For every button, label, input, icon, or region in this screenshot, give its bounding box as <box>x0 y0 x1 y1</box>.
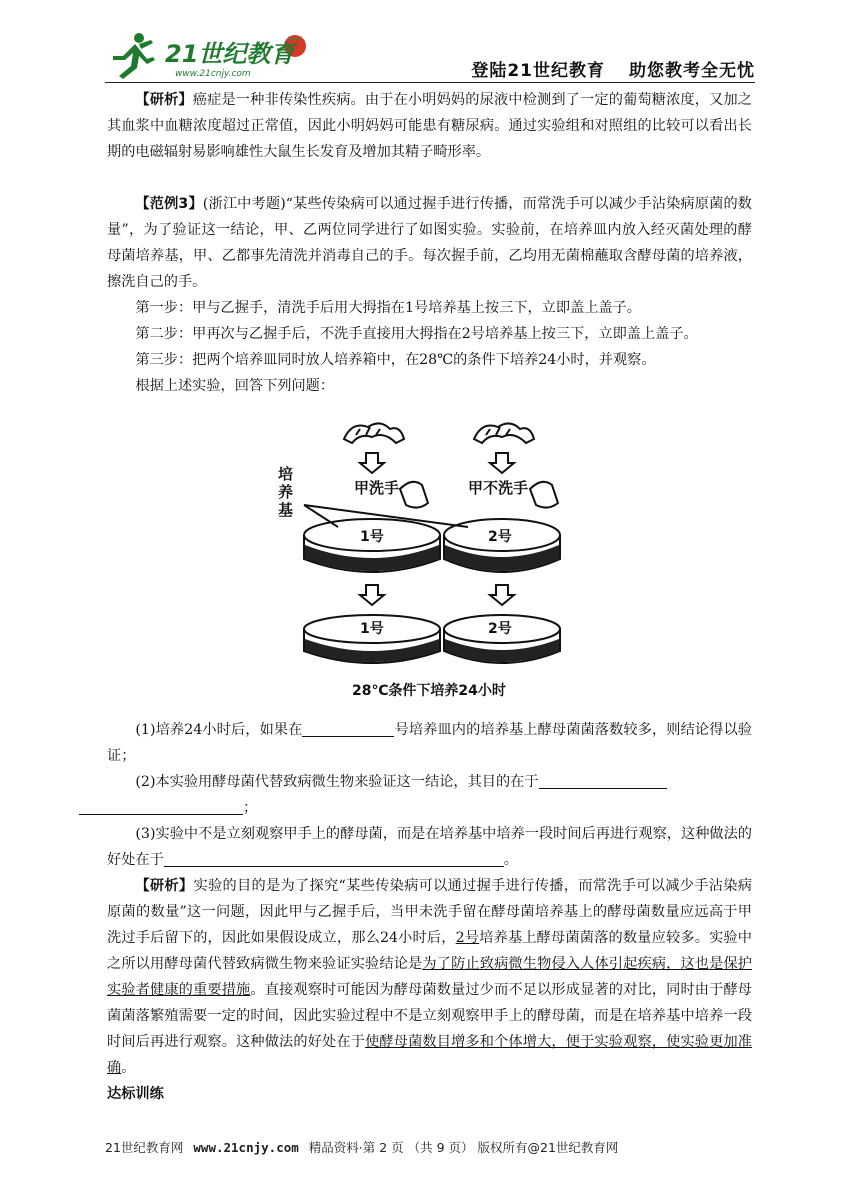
training-title: 达标训练 <box>107 1086 164 1102</box>
step-3: 第三步：把两个培养皿同时放人培养箱中，在28℃的条件下培养24小时，并观察。 <box>135 352 656 368</box>
experiment-figure <box>272 407 562 707</box>
wash-hands-label: 甲洗手 <box>354 479 400 497</box>
figure-caption: 28℃条件下培养24小时 <box>352 683 506 699</box>
medium-label-line-1: 培 <box>278 465 294 483</box>
answer-blank-3[interactable] <box>164 850 504 867</box>
dish-2-label-bottom: 2号 <box>488 621 512 637</box>
page-footer <box>105 1138 755 1156</box>
handshake-icon-right <box>474 423 534 443</box>
question-3-text: (3)实验中不是立刻观察甲手上的酵母菌，而是在培养基中培养一段时间后再进行观察，这种做法的好处在于 <box>107 826 752 868</box>
analysis-2-answer-2: 为了防止致病微生物侵入人体引起疾病，这也是保护实验者健康的重要措施 <box>107 956 752 998</box>
hand-icon-unwashed <box>530 482 558 508</box>
arrow-down-icon <box>490 585 514 605</box>
medium-label <box>278 465 298 519</box>
slogan-motto: 助您教考全无忧 <box>629 61 755 81</box>
answer-blank-2a[interactable] <box>539 772 667 789</box>
example-label: 【范例3】 <box>135 196 203 212</box>
footer-site-name: 21世纪教育网 <box>105 1140 184 1155</box>
example-intro <box>107 191 752 295</box>
medium-label-line-3: 基 <box>278 501 294 519</box>
logo-text: 21世纪教育 <box>165 40 295 68</box>
header-slogan <box>471 56 755 81</box>
no-wash-hands-label: 甲不洗手 <box>468 479 529 497</box>
arrow-down-icon <box>360 453 384 473</box>
step-2: 第二步：甲再次与乙握手后，不洗手直接用大拇指在2号培养基上按三下，立即盖上盖子。 <box>135 326 698 342</box>
medium-label-line-2: 养 <box>278 483 294 501</box>
dish-1-label-bottom: 1号 <box>360 621 384 637</box>
analysis-paragraph-2 <box>107 873 752 1081</box>
analysis-2-answer-3: 使酵母菌数目增多和个体增大，便于实验观察，使实验更加准确 <box>107 1034 752 1076</box>
question-1 <box>107 717 752 769</box>
analysis-2-answer-1: 2号 <box>455 930 480 946</box>
dish-2-label-top: 2号 <box>488 529 512 545</box>
experiment-diagram <box>272 407 562 707</box>
question-3 <box>107 821 752 873</box>
analysis-label: 【研析】 <box>135 92 193 108</box>
answer-blank-2b[interactable] <box>79 798 243 815</box>
analysis-text: 癌症是一种非传染性疾病。由于在小明妈妈的尿液中检测到了一定的葡萄糖浓度，又加之其血浆中血糖浓度超过正常值，因此小明妈妈可能患有糖尿病。通过实验组和对照组的比较可以看出长期的电磁辐射易影响雄性大鼠生长发育及增加其精子畸形率。 <box>107 92 752 160</box>
footer-site-link[interactable]: www.21cnjy.com <box>193 1140 299 1155</box>
page-header <box>105 26 755 82</box>
running-figure-icon <box>113 33 155 79</box>
arrow-down-icon <box>490 453 514 473</box>
analysis-label-2: 【研析】 <box>135 878 194 894</box>
question-2 <box>107 769 752 821</box>
question-prompt: 根据上述实验，回答下列问题： <box>135 378 335 394</box>
question-1-text-b: 号培养皿内的培养基上酵母菌菌落数较多，则结论得以验证； <box>107 722 752 764</box>
analysis-2-text-4: 。 <box>121 1060 136 1076</box>
analysis-2-text-1: 实验的目的是为了探究“某些传染病可以通过握手进行传播，而常洗手可以减少手沾染病原菌的数量”这一问题，因此甲与乙握手后，当甲未洗手留在酵母菌培养基上的酵母菌数量应远高于甲洗过手后留下的，因此如果假设成立，那么24小时后， <box>107 878 752 946</box>
header-divider <box>105 82 755 83</box>
arrow-down-icon <box>360 585 384 605</box>
handshake-icon-left <box>344 423 404 443</box>
question-1-text-a: (1)培养24小时后，如果在 <box>135 722 303 738</box>
document-body <box>107 87 752 1107</box>
example-intro-text: (浙江中考题)“某些传染病可以通过握手进行传播，而常洗手可以减少手沾染病原菌的数量”，为了验证这一结论，甲、乙两位同学进行了如图实验。实验前，在培养皿内放入经灭菌处理的酵母菌培养基，甲、乙都事先清洗并消毒自己的手。每次握手前，乙均用无菌棉蘸取含酵母菌的培养液，擦洗自己的手。 <box>107 196 752 290</box>
analysis-2-text-3: 。直接观察时可能因为酵母菌数量过少而不足以形成显著的对比，同时由于酵母菌菌落繁殖需要一定的时间，因此实验过程中不是立刻观察甲手上的酵母菌，而是在培养基中培养一段时间后再进行观察。这种做法的好处在于 <box>107 982 752 1050</box>
hand-icon-washed <box>400 482 428 508</box>
logo-url: www.21cnjy.com <box>175 69 251 79</box>
answer-blank-1[interactable] <box>302 720 394 737</box>
question-2-end: ； <box>243 800 258 816</box>
footer-page-info: 精品资料·第 2 页 （共 9 页） 版权所有@21世纪教育网 <box>308 1140 619 1155</box>
step-1: 第一步：甲与乙握手，清洗手后用大拇指在1号培养基上按三下，立即盖上盖子。 <box>135 300 641 316</box>
site-logo[interactable] <box>105 26 315 82</box>
question-2-text: (2)本实验用酵母菌代替致病微生物来验证这一结论，其目的在于 <box>135 774 539 790</box>
question-3-end: 。 <box>503 852 518 868</box>
analysis-2-text-2: 培养基上酵母菌菌落的数量应较多。实验中之所以用酵母菌代替致病微生物来验证实验结论是 <box>107 930 752 972</box>
analysis-paragraph-1 <box>107 87 752 165</box>
dish-1-label-top: 1号 <box>360 529 384 545</box>
slogan-login: 登陆21世纪教育 <box>471 61 605 81</box>
